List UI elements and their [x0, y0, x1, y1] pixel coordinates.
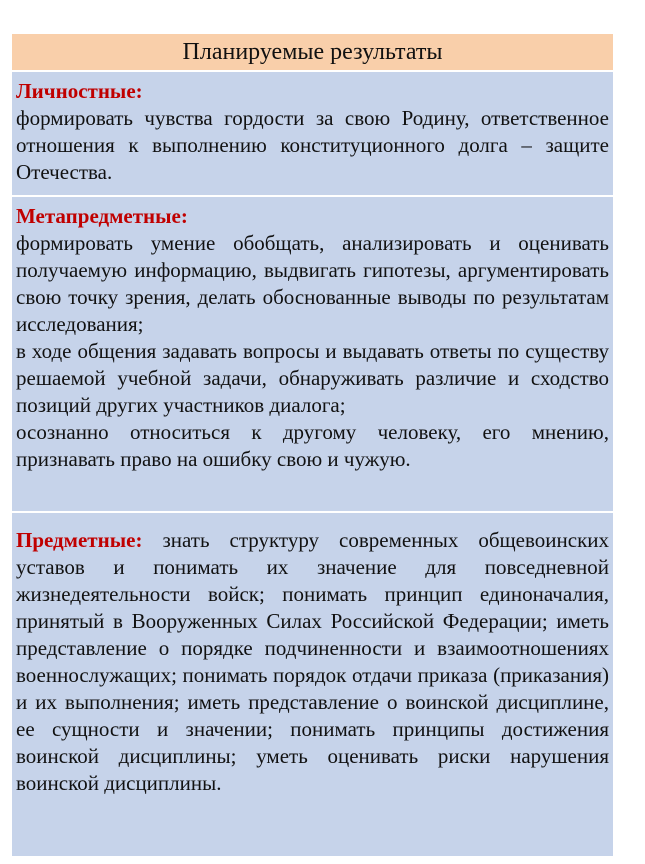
table-title: Планируемые результаты	[182, 39, 443, 65]
results-table	[12, 34, 613, 856]
personal-text: формировать чувства гордости за свою Родину, ответственное отношения к выполнению конституционного долга – защите Отечества.	[16, 106, 609, 184]
subject-paragraph	[16, 527, 609, 797]
personal-label: Личностные:	[16, 79, 143, 103]
meta-results-cell	[12, 197, 613, 513]
subject-text: знать структуру современных общевоинских уставов и понимать их значение для повседневной жизнедеятельности войск; понимать принцип единоначалия, принятый в Вооруженных Силах Российской Федерации; иметь представление о порядке подчиненности и взаимоотношениях военнослужащих; понимать порядок отдачи приказа (приказания) и их выполнения; иметь представление о воинской дисциплине, ее сущности и значении; понимать принципы достижения воинской дисциплины; уметь оценивать риски нарушения воинской дисциплины.	[16, 528, 610, 795]
meta-paragraph: в ходе общения задавать вопросы и выдавать ответы по существу решаемой учебной задачи, обнаруживать различие и сходство позиций других участников диалога;	[16, 339, 609, 417]
meta-paragraph: формировать умение обобщать, анализировать и оценивать получаемую информацию, выдвигать гипотезы, аргументировать свою точку зрения, делать обоснованные выводы по результатам исследования;	[16, 231, 609, 336]
personal-results-cell	[12, 72, 613, 197]
meta-label: Метапредметные:	[16, 204, 188, 228]
table-header	[12, 34, 613, 72]
subject-results-cell	[12, 513, 613, 856]
subject-label: Предметные:	[16, 528, 143, 552]
meta-paragraph: осознанно относиться к другому человеку, его мнению, признавать право на ошибку свою и чужую.	[16, 420, 609, 471]
